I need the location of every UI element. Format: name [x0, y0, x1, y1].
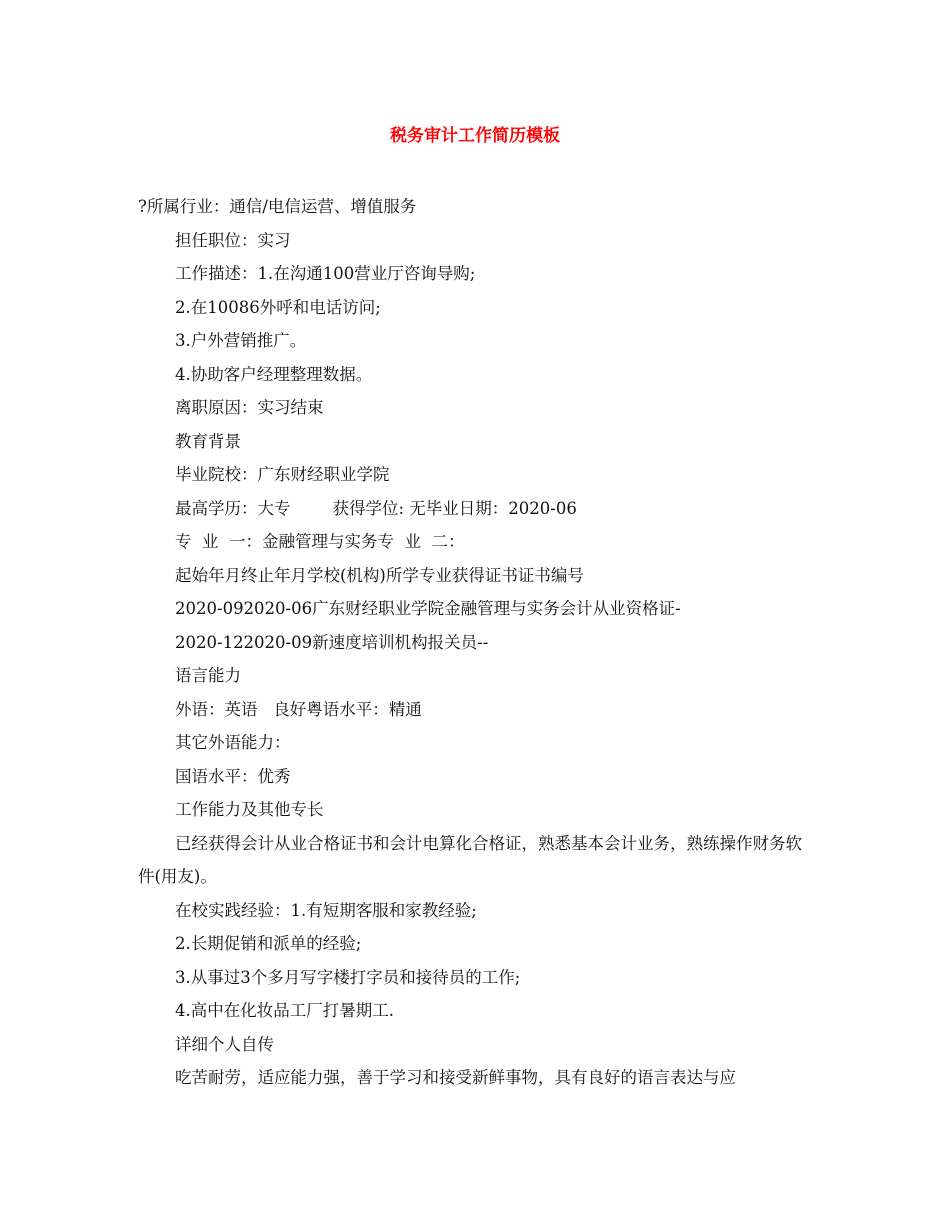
position-line: 担任职位：实习: [175, 230, 291, 250]
practice-item-2: 2.长期促销和派单的经验;: [175, 934, 362, 953]
degree-line: 最高学历：大专 获得学位: 无毕业日期：2020-06: [175, 498, 577, 518]
skills-paragraph: 已经获得会计从业合格证书和会计电算化合格证，熟悉基本会计业务，熟练操作财务软件(用友)。: [138, 833, 802, 886]
job-description-item-2: 2.在10086外呼和电话访问;: [175, 297, 381, 317]
leaving-reason-line: 离职原因：实习结束: [175, 398, 324, 417]
practice-line: 在校实践经验：1.有短期客服和家教经验;: [175, 900, 477, 920]
education-table-header: 起始年月终止年月学校(机构)所学专业获得证书证书编号: [175, 565, 584, 585]
mandarin-line: 国语水平：优秀: [175, 766, 291, 786]
skills-heading: 工作能力及其他专长: [175, 800, 324, 819]
autobiography-paragraph: 吃苦耐劳，适应能力强，善于学习和接受新鲜事物，具有良好的语言表达与应: [175, 1068, 736, 1087]
education-row-1: 2020-092020-06广东财经职业学院金融管理与实务会计从业资格证-: [175, 599, 681, 618]
autobiography-heading: 详细个人自传: [175, 1034, 274, 1054]
foreign-language-line: 外语：英语 良好粤语水平：精通: [175, 699, 422, 719]
practice-item-3: 3.从事过3个多月写字楼打字员和接待员的工作;: [175, 967, 521, 987]
major-line: 专 业 一：金融管理与实务专 业 二：: [175, 532, 465, 551]
job-description-line: 工作描述：1.在沟通100营业厅咨询导购;: [175, 264, 476, 283]
job-description-item-4: 4.协助客户经理整理数据。: [175, 364, 373, 384]
practice-item-4: 4.高中在化妆品工厂打暑期工.: [175, 1001, 394, 1020]
education-row-2: 2020-122020-09新速度培训机构报关员--: [175, 632, 489, 652]
school-line: 毕业院校：广东财经职业学院: [175, 465, 390, 484]
document-title: 税务审计工作简历模板: [390, 126, 560, 146]
language-heading: 语言能力: [175, 666, 241, 685]
other-language-line: 其它外语能力：: [175, 733, 291, 752]
document-body: [138, 190, 818, 1095]
education-heading: 教育背景: [175, 431, 241, 451]
job-description-item-3: 3.户外营销推广。: [175, 331, 307, 350]
industry-line: ?所属行业：通信/电信运营、增值服务: [138, 197, 417, 216]
